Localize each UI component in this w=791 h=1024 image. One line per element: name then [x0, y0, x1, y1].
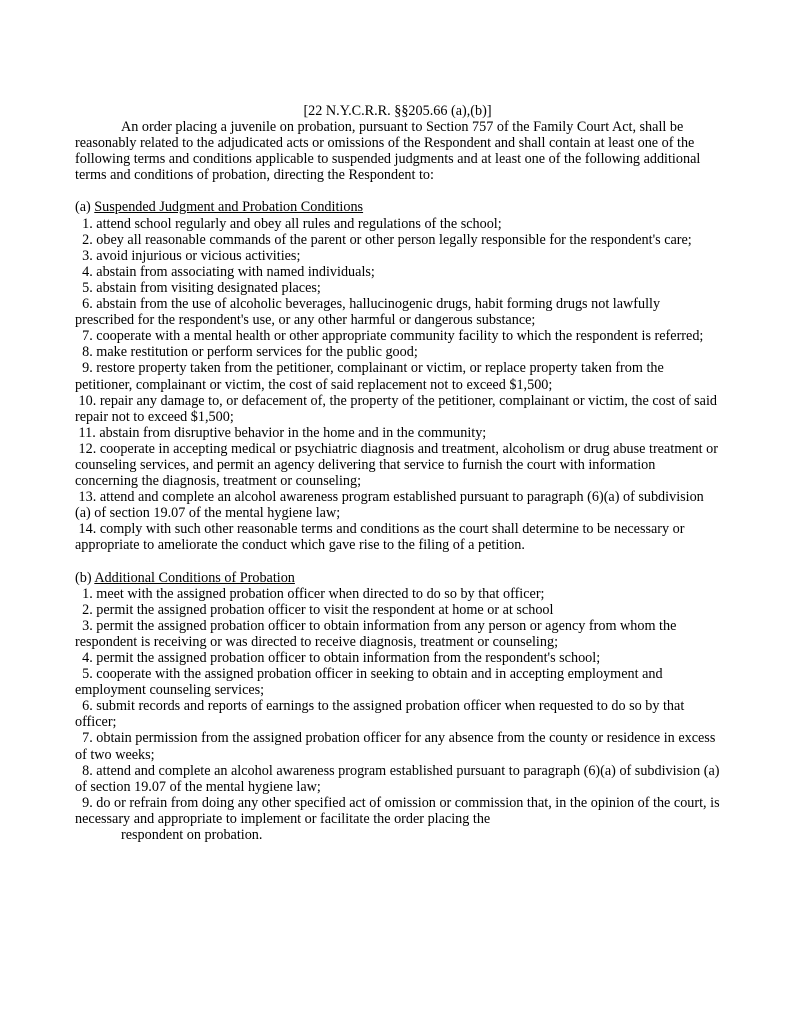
list-item	[75, 328, 720, 344]
item-number: 2.	[75, 601, 97, 618]
list-item	[75, 264, 720, 280]
item-number: 7.	[75, 730, 97, 747]
item-number: 4.	[75, 650, 97, 666]
section-b-heading	[75, 570, 720, 586]
list-item	[75, 795, 720, 827]
item-number: 5.	[75, 666, 97, 683]
item-number: 14.	[75, 521, 100, 538]
item-text: comply with such other reasonable terms and conditions as the court shall determine to be necessary or appropriate to ameliorate the conduct which gave rise to the filing of a petition.	[75, 521, 685, 554]
item-number: 6.	[75, 296, 97, 313]
section-a-list	[75, 216, 720, 554]
item-text: make restitution or perform services for the public good;	[96, 344, 418, 361]
item-text: do or refrain from doing any other specified act of omission or commission that, in the opinion of the court, is necessary and appropriate to implement or facilitate the order placing the	[75, 794, 720, 827]
list-item	[75, 232, 720, 248]
section-a-title: Suspended Judgment and Probation Conditions	[94, 199, 364, 216]
list-item	[75, 441, 720, 489]
list-item	[75, 393, 720, 425]
item-text: abstain from disruptive behavior in the home and in the community;	[99, 424, 487, 441]
item-number: 1.	[75, 585, 97, 602]
item-number: 2.	[75, 231, 97, 248]
item-text: avoid injurious or vicious activities;	[96, 247, 301, 264]
item-number: 4.	[75, 263, 97, 280]
item-number: 8.	[75, 762, 97, 779]
item-number: 12.	[75, 440, 100, 457]
item-text: obey all reasonable commands of the parent or other person legally responsible for the respondent's care;	[96, 231, 692, 248]
item-text: abstain from associating with named individuals;	[96, 263, 375, 280]
list-item	[75, 586, 720, 602]
document-page	[75, 103, 720, 843]
section-b-prefix: (b)	[75, 569, 95, 586]
item-number: 9.	[75, 360, 97, 377]
section-b-tail: respondent on probation.	[121, 827, 263, 844]
item-text: submit records and reports of earnings to the assigned probation officer when requested to do so by that officer;	[75, 698, 685, 731]
spacer	[75, 554, 720, 570]
item-number: 5.	[75, 279, 97, 296]
spacer	[75, 183, 720, 199]
section-b-title: Additional Conditions of Probation	[94, 569, 295, 586]
list-item	[75, 618, 720, 650]
citation-heading: [22 N.Y.C.R.R. §§205.66 (a),(b)]	[303, 103, 492, 119]
intro-paragraph: An order placing a juvenile on probation, pursuant to Section 757 of the Family Court Act, shall be reasonably related to the adjudicated acts or omissions of the Respondent and shall contain at least one of the following terms and conditions applicable to suspended judgments and at least one of the following additional terms and conditions of probation, directing the Respondent to:	[75, 119, 701, 184]
list-item	[75, 698, 720, 730]
item-text: cooperate with a mental health or other appropriate community facility to which the respondent is referred;	[96, 328, 704, 345]
item-number: 1.	[75, 215, 97, 232]
item-number: 6.	[75, 698, 97, 715]
item-text: permit the assigned probation officer to obtain information from any person or agency from whom the respondent is receiving or was directed to receive diagnosis, treatment or counseling;	[75, 617, 677, 650]
item-number: 8.	[75, 344, 97, 361]
item-number: 3.	[75, 617, 97, 634]
item-text: abstain from the use of alcoholic beverages, hallucinogenic drugs, habit forming drugs not lawfully prescribed for the respondent's use, or any other harmful or dangerous substance;	[75, 296, 661, 329]
item-number: 9.	[75, 794, 97, 811]
list-item	[75, 360, 720, 392]
item-text: meet with the assigned probation officer when directed to do so by that officer;	[96, 585, 545, 602]
item-number: 3.	[75, 247, 97, 264]
list-item	[75, 650, 720, 666]
item-text: restore property taken from the petitioner, complainant or victim, or replace property taken from the petitioner, complainant or victim, the cost of said replacement not to exceed $1,500;	[75, 360, 664, 393]
item-number: 11.	[75, 424, 100, 441]
list-item	[75, 521, 720, 553]
item-text: permit the assigned probation officer to obtain information from the respondent's school;	[96, 650, 601, 666]
list-item	[75, 602, 720, 618]
item-text: cooperate in accepting medical or psychiatric diagnosis and treatment, alcoholism or drug abuse treatment or counseling services, and permit an agency delivering that service to furnish the court with information concerning the diagnosis, treatment or counseling;	[75, 440, 718, 490]
section-b-list	[75, 586, 720, 827]
list-item	[75, 489, 720, 521]
item-text: attend and complete an alcohol awareness program established pursuant to paragraph (6)(a) of subdivision (a) of section 19.07 of the mental hygiene law;	[75, 762, 720, 795]
item-number: 10.	[75, 392, 100, 409]
section-a-prefix: (a)	[75, 199, 95, 216]
item-text: attend and complete an alcohol awareness program established pursuant to paragraph (6)(a) of subdivision (a) of section 19.07 of the mental hygiene law;	[75, 489, 704, 522]
item-text: repair any damage to, or defacement of, the property of the petitioner, complainant or victim, the cost of said repair not to exceed $1,500;	[75, 392, 717, 425]
list-item	[75, 763, 720, 795]
list-item	[75, 216, 720, 232]
list-item	[75, 730, 720, 762]
list-item	[75, 248, 720, 264]
list-item	[75, 666, 720, 698]
section-a-heading	[75, 199, 720, 215]
item-number: 13.	[75, 489, 100, 506]
item-text: cooperate with the assigned probation officer in seeking to obtain and in accepting employment and employment counseling services;	[75, 666, 663, 699]
item-text: abstain from visiting designated places;	[96, 279, 321, 296]
list-item	[75, 425, 720, 441]
list-item	[75, 344, 720, 360]
list-item	[75, 296, 720, 328]
item-text: attend school regularly and obey all rules and regulations of the school;	[96, 215, 502, 232]
item-number: 7.	[75, 328, 97, 345]
item-text: permit the assigned probation officer to visit the respondent at home or at school	[96, 601, 554, 618]
list-item	[75, 280, 720, 296]
item-text: obtain permission from the assigned probation officer for any absence from the county or residence in excess of two weeks;	[75, 730, 716, 763]
